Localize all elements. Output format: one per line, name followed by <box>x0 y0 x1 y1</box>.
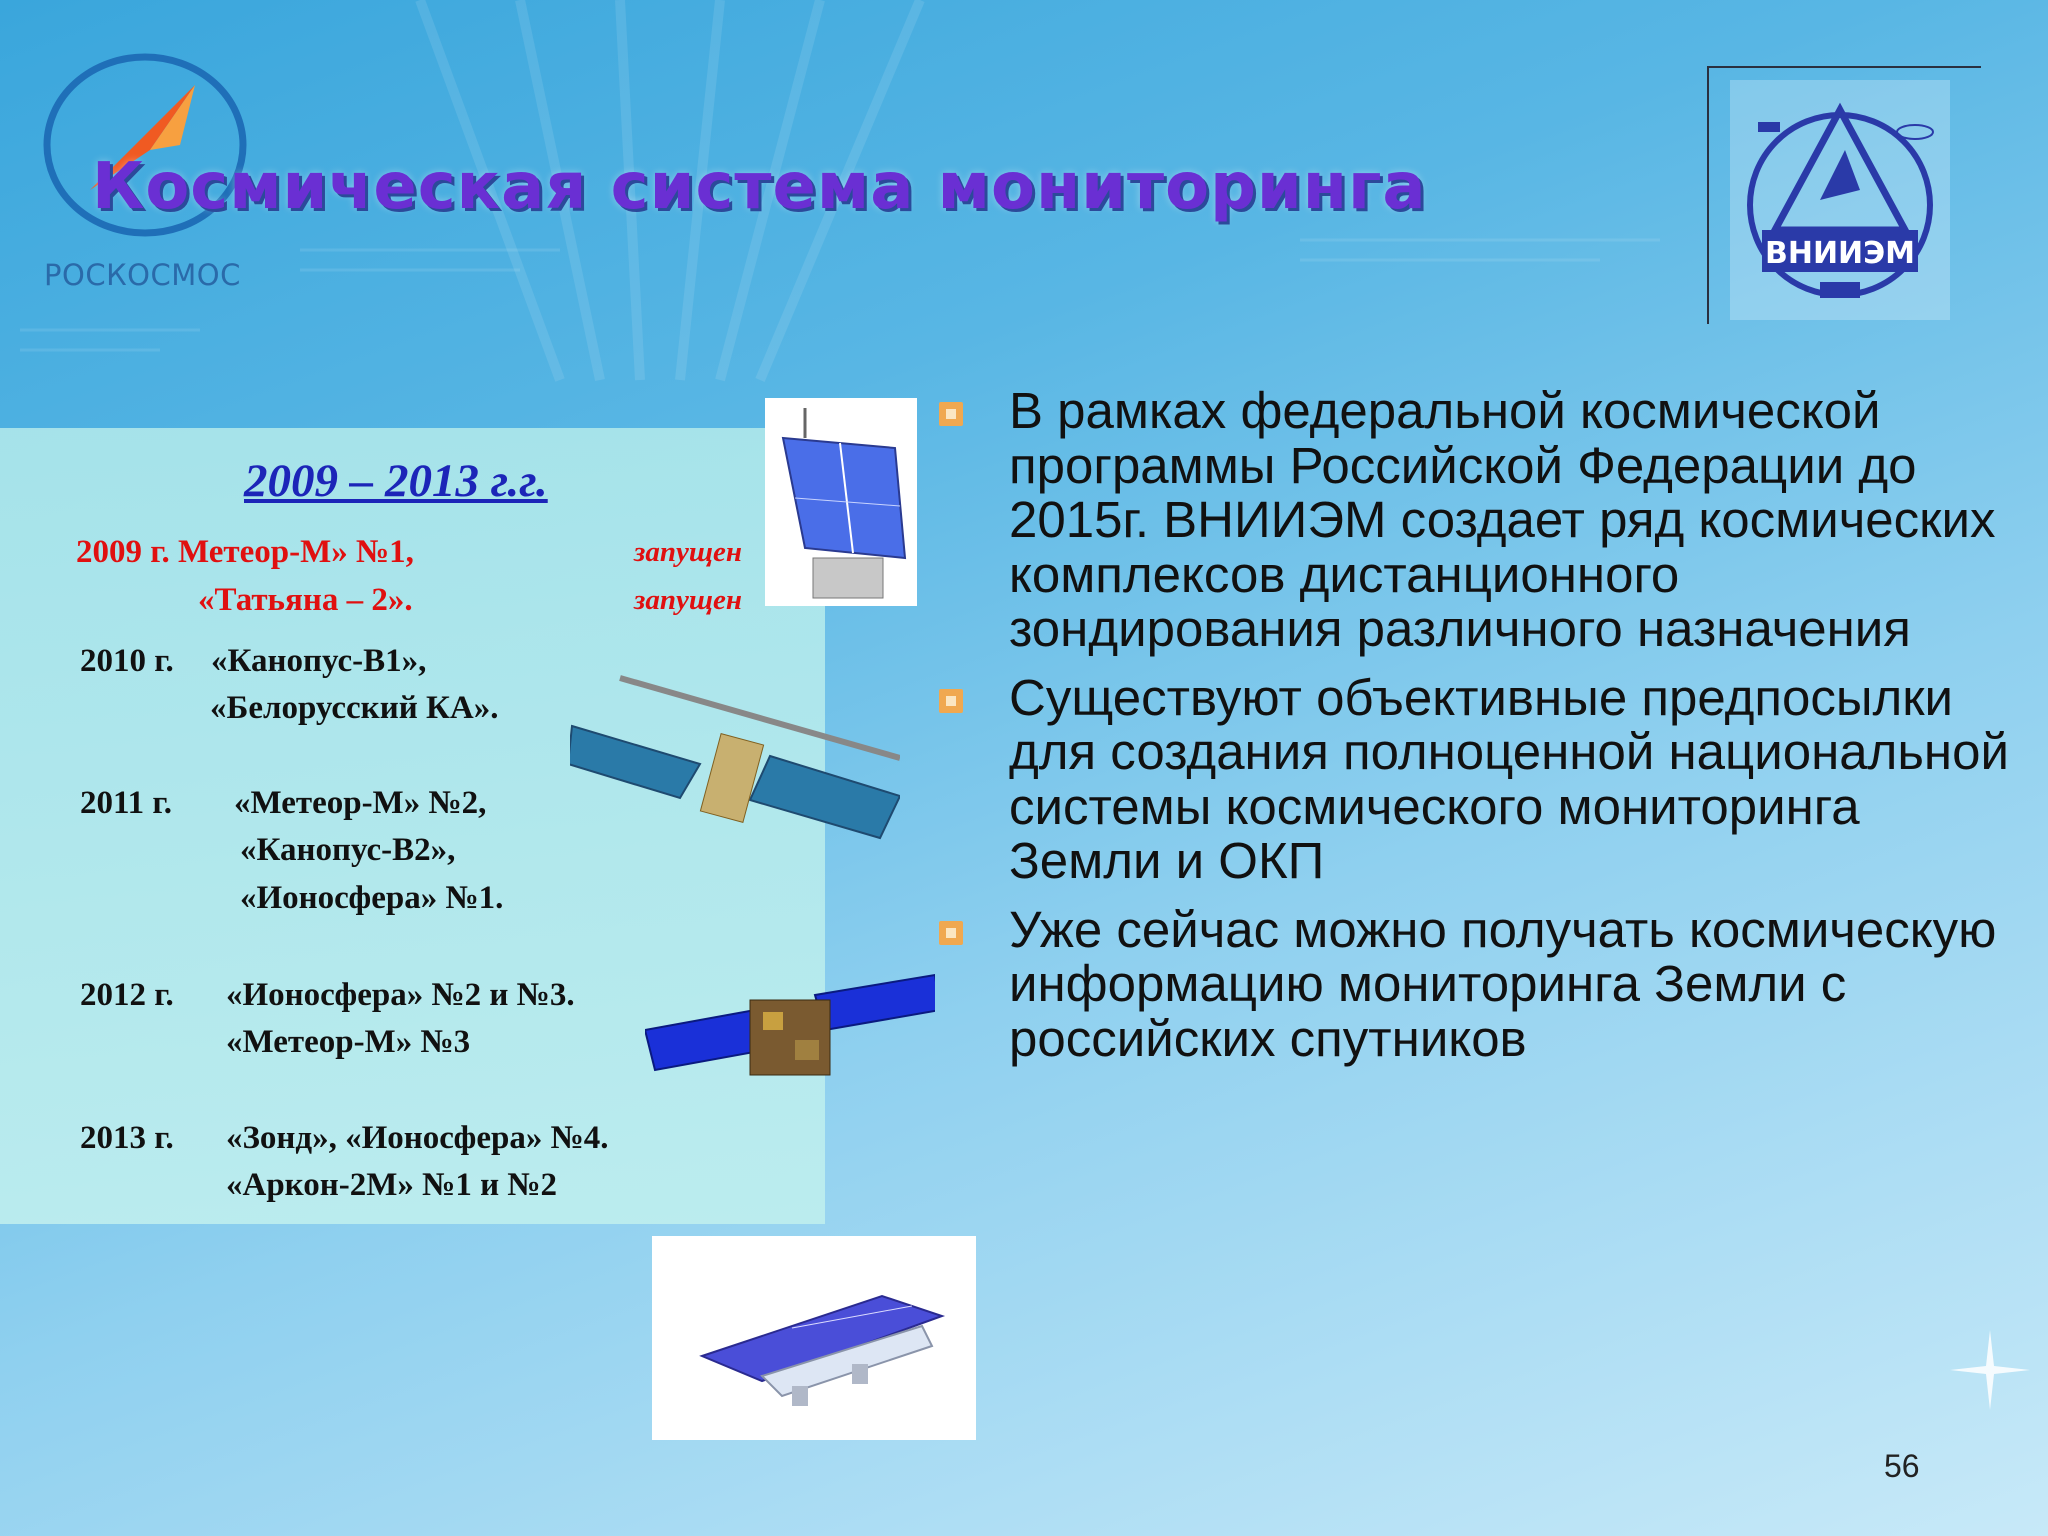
satellite-image-4 <box>652 1236 976 1440</box>
timeline-period: 2009 – 2013 г.г. <box>244 455 548 507</box>
bullet-text-2: Существуют объективные предпосылки для создания полноценной национальной системы космического мониторинга Земли и ОКП <box>1009 668 2009 889</box>
page-number: 56 <box>1884 1448 1920 1484</box>
satellite-image-3 <box>645 960 935 1100</box>
bullet-item <box>935 668 2015 889</box>
year-2010-line-1: «Канопус-В1», <box>211 643 427 679</box>
year-2013-line-2: «Аркон-2М» №1 и №2 <box>226 1167 557 1203</box>
year-2012-line-2: «Метеор-М» №3 <box>226 1024 471 1060</box>
launched-line-2: «Татьяна – 2». <box>198 582 413 618</box>
year-2012: 2012 г. <box>80 977 174 1013</box>
year-2011-line-1: «Метеор-М» №2, <box>234 785 487 821</box>
year-2010-line-2: «Белорусский КА». <box>210 690 499 726</box>
vniiem-logo-icon <box>1730 80 1950 320</box>
launched-line-1: 2009 г. Метеор-М» №1, <box>76 534 414 570</box>
bullet-square-icon <box>939 402 963 426</box>
year-2011-line-2: «Канопус-В2», <box>240 832 456 868</box>
year-2010: 2010 г. <box>80 643 174 679</box>
slide-title: Космическая система мониторинга <box>92 150 1427 224</box>
sparkle-icon <box>1950 1330 2030 1410</box>
launched-status-1: запущен <box>634 536 742 568</box>
satellite-image-2 <box>570 668 900 848</box>
year-2011: 2011 г. <box>80 785 172 821</box>
bullet-text-3: Уже сейчас можно получать космическую информацию мониторинга Земли с российских спутников <box>1009 900 1997 1067</box>
bullet-list <box>935 384 2015 1080</box>
bullet-item <box>935 384 2015 657</box>
satellite-image-1 <box>765 398 917 606</box>
bullet-item <box>935 900 2015 1067</box>
year-2013-line-1: «Зонд», «Ионосфера» №4. <box>226 1120 609 1156</box>
bullet-text-1: В рамках федеральной космической программы Российской Федерации до 2015г. ВНИИЭМ создает ряд космических комплексов дистанционного зондирования различного назначения <box>1009 382 1996 657</box>
roscosmos-logo-text: РОСКОСМОС <box>44 258 241 292</box>
bullet-square-icon <box>939 689 963 713</box>
year-2013: 2013 г. <box>80 1120 174 1156</box>
bullet-square-icon <box>939 921 963 945</box>
year-2012-line-1: «Ионосфера» №2 и №3. <box>226 977 575 1013</box>
launched-status-2: запущен <box>634 584 742 616</box>
year-2011-line-3: «Ионосфера» №1. <box>240 880 504 916</box>
vniiem-logo-text: ВНИИЭМ <box>1764 236 1916 271</box>
